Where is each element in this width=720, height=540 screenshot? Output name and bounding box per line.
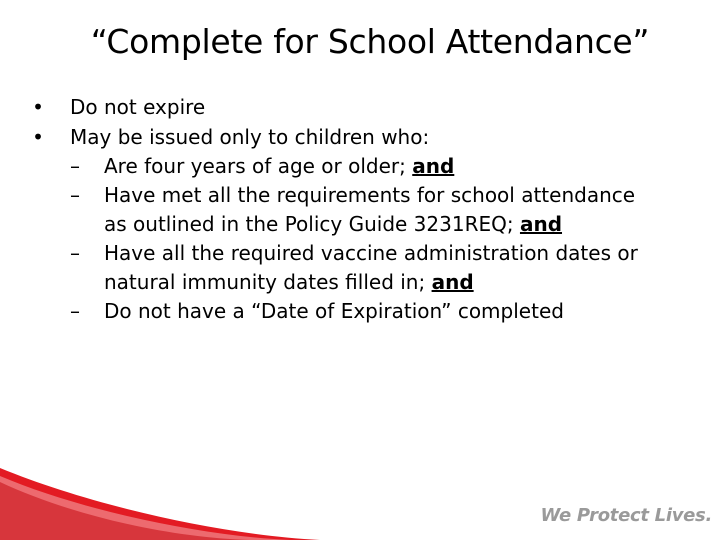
bullet-marker: • (32, 125, 44, 149)
sub-item-text: Have met all the requirements for school attendance (104, 183, 636, 207)
sub-item-text: Do not have a “Date of Expiration” completed (104, 299, 564, 323)
and-emphasis: and (412, 154, 455, 178)
sub-item (28, 297, 708, 326)
slide-body (28, 92, 708, 326)
dash-marker: – (70, 299, 80, 323)
sub-item-text: Have all the required vaccine administration dates or (104, 241, 638, 265)
bullet-item (28, 122, 708, 152)
dash-marker: – (70, 154, 80, 178)
bullet-text: Do not expire (70, 95, 206, 119)
and-emphasis: and (519, 212, 563, 236)
sub-item (28, 239, 708, 297)
tagline: We Protect Lives. (540, 505, 712, 526)
dash-marker: – (70, 241, 80, 265)
sub-item-text: Are four years of age or older; (104, 154, 413, 178)
and-emphasis: and (431, 270, 474, 294)
sub-item-text: as outlined in the Policy Guide 3231REQ; (104, 212, 520, 236)
slide-title: “Complete for School Attendance” (90, 22, 650, 61)
bullet-text: May be issued only to children who: (70, 125, 430, 149)
bullet-marker: • (32, 95, 44, 119)
sub-item (28, 181, 708, 239)
sub-item-text: natural immunity dates filled in; (104, 270, 432, 294)
bullet-item (28, 92, 708, 122)
sub-item (28, 152, 708, 181)
dash-marker: – (70, 183, 80, 207)
